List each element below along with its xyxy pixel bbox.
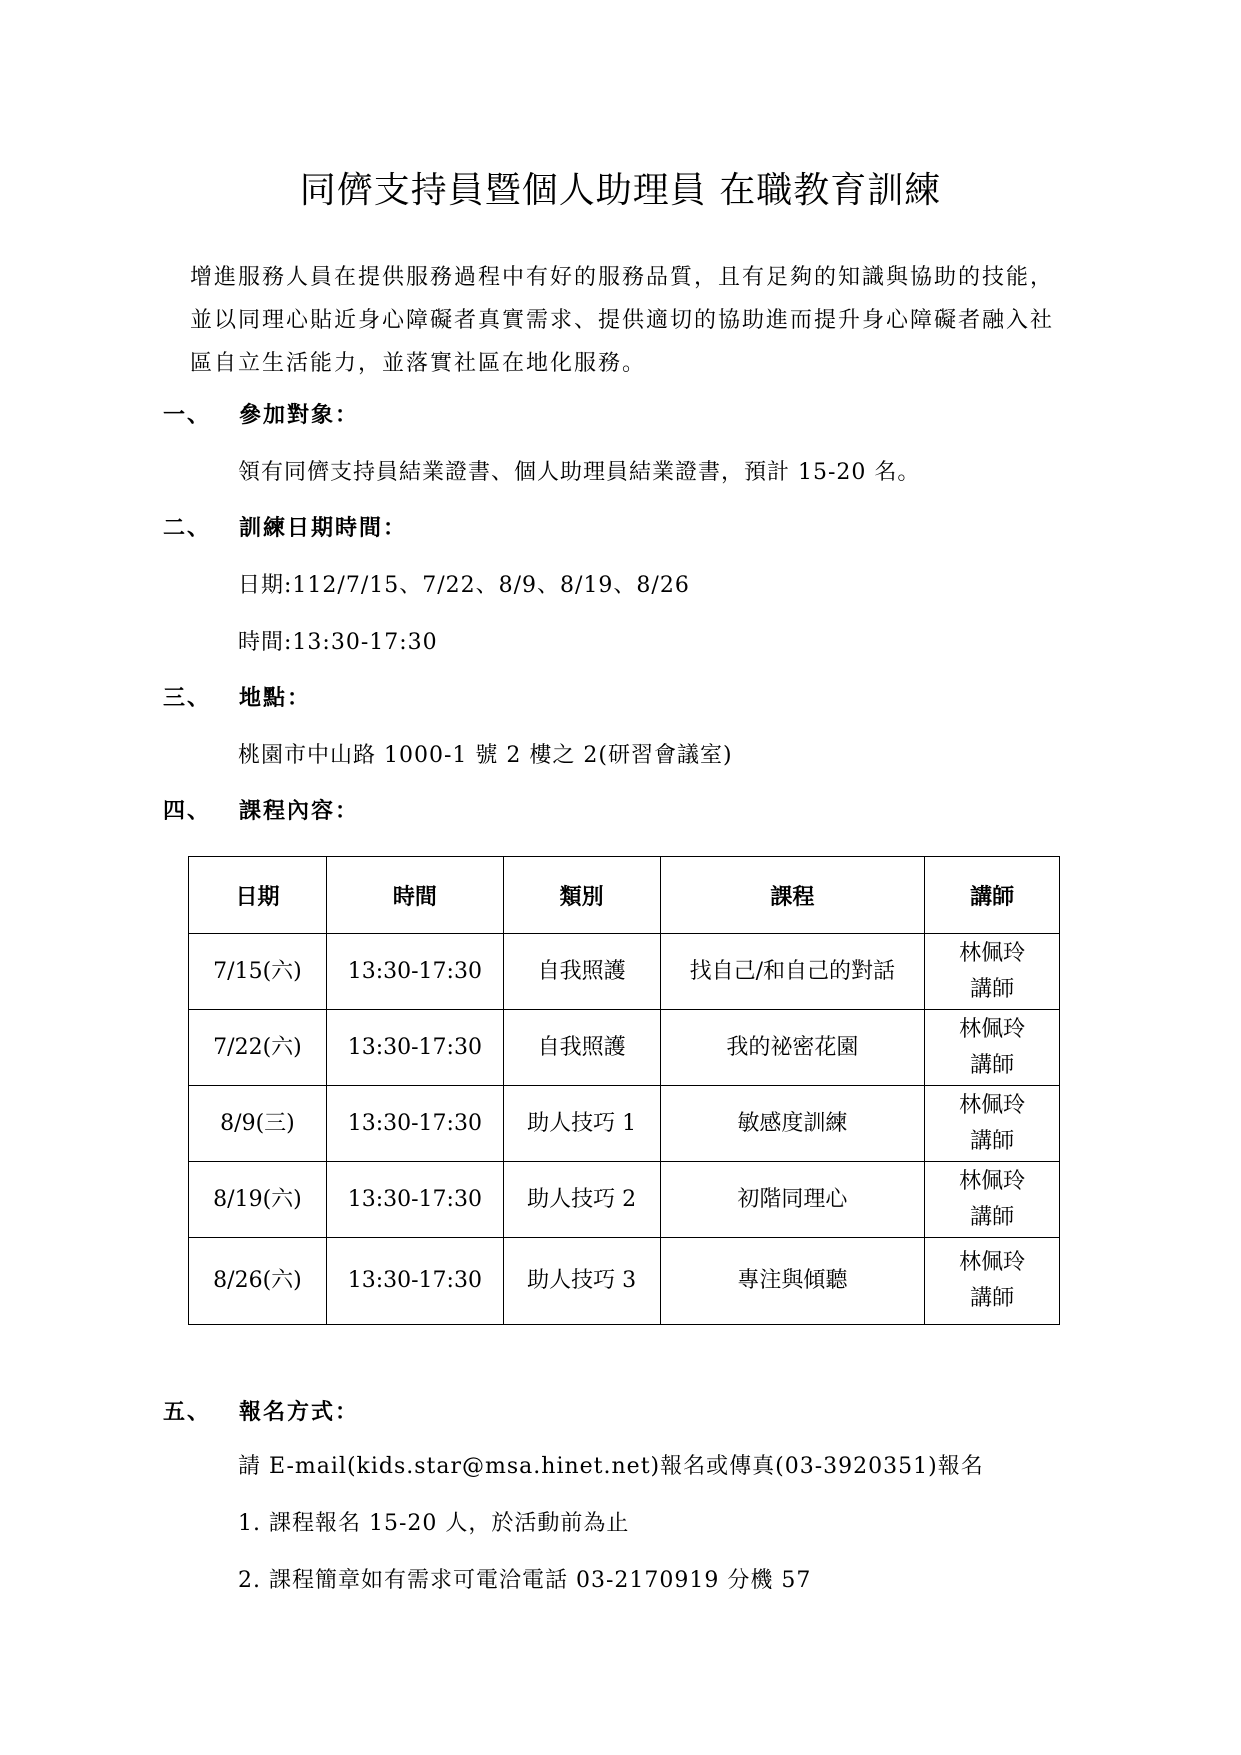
instructor-name: 林佩玲 <box>959 1168 1026 1194</box>
section-5-heading <box>163 1395 359 1426</box>
registration-note-2: 2. 課程簡章如有需求可電洽電話 03-2170919 分機 57 <box>238 1568 812 1593</box>
section-3-title: 地點： <box>239 686 312 711</box>
registration-method: 請 E-mail(kids.star@msa.hinet.net)報名或傳真(03-3920351)報名 <box>238 1454 984 1479</box>
header-instructor: 講師 <box>925 857 1060 934</box>
cell-time: 13:30-17:30 <box>326 1010 503 1086</box>
header-category: 類別 <box>503 857 660 934</box>
training-dates: 日期:112/7/15、7/22、8/9、8/19、8/26 <box>238 573 690 598</box>
instructor-title: 講師 <box>970 1204 1015 1230</box>
cell-course: 專注與傾聽 <box>660 1238 925 1325</box>
instructor-name: 林佩玲 <box>959 1016 1026 1042</box>
cell-time: 13:30-17:30 <box>326 1238 503 1325</box>
cell-category: 助人技巧 2 <box>503 1162 660 1238</box>
instructor-name: 林佩玲 <box>959 1250 1026 1275</box>
section-3-number: 三、 <box>163 686 212 711</box>
instructor-title: 講師 <box>970 1286 1015 1311</box>
cell-date: 8/26(六) <box>189 1238 327 1325</box>
instructor-name: 林佩玲 <box>959 940 1026 966</box>
section-4-title: 課程內容： <box>239 799 360 824</box>
page-title: 同儕支持員暨個人助理員 在職教育訓練 <box>299 170 942 211</box>
table-row <box>189 1238 1060 1325</box>
section-2-title: 訓練日期時間： <box>239 516 408 541</box>
section-1-number: 一、 <box>163 403 212 428</box>
section-4-number: 四、 <box>163 799 212 824</box>
instructor-title: 講師 <box>970 976 1015 1002</box>
cell-date: 7/22(六) <box>189 1010 327 1086</box>
section-1-heading <box>163 398 359 429</box>
course-schedule-table <box>188 856 1060 1325</box>
location-text: 桃園市中山路 1000-1 號 2 樓之 2(研習會議室) <box>238 743 733 768</box>
cell-instructor <box>925 1162 1060 1238</box>
cell-time: 13:30-17:30 <box>326 1086 503 1162</box>
table-row <box>189 1162 1060 1238</box>
cell-category: 助人技巧 1 <box>503 1086 660 1162</box>
table-row <box>189 934 1060 1010</box>
section-5-title: 報名方式： <box>239 1400 360 1425</box>
participants-text: 領有同儕支持員結業證書、個人助理員結業證書，預計 15-20 名。 <box>238 460 921 485</box>
table-row <box>189 1086 1060 1162</box>
cell-date: 7/15(六) <box>189 934 327 1010</box>
cell-time: 13:30-17:30 <box>326 1162 503 1238</box>
cell-date: 8/19(六) <box>189 1162 327 1238</box>
instructor-title: 講師 <box>970 1052 1015 1078</box>
cell-time: 13:30-17:30 <box>326 934 503 1010</box>
section-1-title: 參加對象： <box>239 403 360 428</box>
cell-instructor <box>925 1010 1060 1086</box>
cell-category: 自我照護 <box>503 934 660 1010</box>
cell-course: 敏感度訓練 <box>660 1086 925 1162</box>
section-3-heading <box>163 681 311 712</box>
cell-course: 初階同理心 <box>660 1162 925 1238</box>
table-header-row <box>189 857 1060 934</box>
intro-paragraph: 增進服務人員在提供服務過程中有好的服務品質，且有足夠的知識與協助的技能，並以同理心貼近身心障礙者真實需求、提供適切的協助進而提升身心障礙者融入社區自立生活能力，並落實社區在地化服務。 <box>190 265 1055 376</box>
cell-category: 助人技巧 3 <box>503 1238 660 1325</box>
cell-category: 自我照護 <box>503 1010 660 1086</box>
cell-course: 找自己/和自己的對話 <box>660 934 925 1010</box>
registration-note-1: 1. 課程報名 15-20 人，於活動前為止 <box>238 1511 630 1536</box>
section-2-heading <box>163 511 407 542</box>
cell-instructor <box>925 1238 1060 1325</box>
cell-course: 我的祕密花園 <box>660 1010 925 1086</box>
section-4-heading <box>163 794 359 825</box>
header-date: 日期 <box>189 857 327 934</box>
table-row <box>189 1010 1060 1086</box>
section-2-number: 二、 <box>163 516 212 541</box>
instructor-name: 林佩玲 <box>959 1092 1026 1118</box>
instructor-title: 講師 <box>970 1128 1015 1154</box>
training-time: 時間:13:30-17:30 <box>238 630 438 655</box>
cell-instructor <box>925 934 1060 1010</box>
cell-date: 8/9(三) <box>189 1086 327 1162</box>
section-5-number: 五、 <box>163 1400 212 1425</box>
cell-instructor <box>925 1086 1060 1162</box>
header-time: 時間 <box>326 857 503 934</box>
header-course: 課程 <box>660 857 925 934</box>
